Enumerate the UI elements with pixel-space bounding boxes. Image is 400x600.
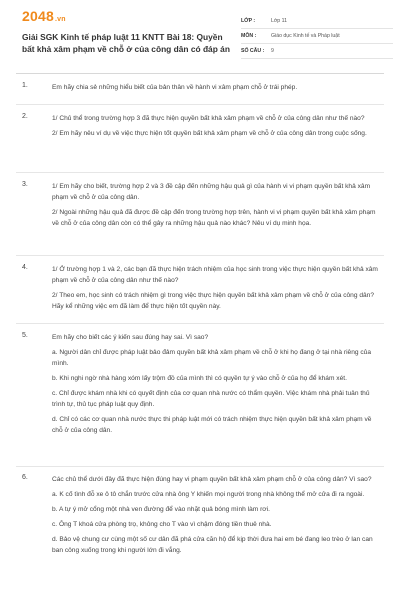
meta-row-subject xyxy=(241,29,393,44)
question-body xyxy=(52,181,380,233)
question-number: 1. xyxy=(22,82,28,89)
question-body xyxy=(52,82,380,97)
document-header xyxy=(16,0,384,74)
divider xyxy=(16,255,384,256)
question-text: Em hãy chia sẻ những hiểu biết của bản thân về hành vi xâm phạm chỗ ở trái phép. xyxy=(52,84,298,91)
question-part: 2/ Ngoài những hậu quả đã được đề cập đến trong trường hợp trên, hành vi vi phạm quyền bất khả xâm phạm về chỗ ở của công dân còn có thể gây ra những hậu quả nào khác? Nêu ví dụ minh họa. xyxy=(52,209,376,227)
meta-label: LỚP : xyxy=(241,18,256,24)
divider xyxy=(16,104,384,105)
question-part: 1/ Em hãy cho biết, trường hợp 2 và 3 đề cập đến những hậu quả gì của hành vi vi phạm quyền bất khả xâm phạm về chỗ ở của công dân. xyxy=(52,183,371,201)
question-body xyxy=(52,264,380,316)
answer-option-b: b. Khi nghi ngờ nhà hàng xóm lấy trộm đồ của mình thì có quyền tự ý vào chỗ ở của họ để khám xét. xyxy=(52,375,347,382)
question-body xyxy=(52,332,380,440)
question-part: 1/ Chủ thể trong trường hợp 3 đã thực hiện quyền bất khả xâm phạm về chỗ ở của công dân như thế nào? xyxy=(52,115,365,122)
answer-option-c: c. Chỉ được khám nhà khi có quyết định của cơ quan nhà nước có thẩm quyền. Việc khám nhà phải tuân thủ trình tự, thủ tục pháp luật quy định. xyxy=(52,390,370,408)
meta-value: Giáo dục Kinh tế và Pháp luật xyxy=(271,33,340,39)
question-text: Các chủ thể dưới đây đã thực hiện đúng hay vi phạm quyền bất khả xâm phạm chỗ ở của công dân? Vì sao? xyxy=(52,476,372,483)
divider xyxy=(16,466,384,467)
site-logo[interactable] xyxy=(22,8,66,24)
question-part: 1/ Ở trường hợp 1 và 2, các bạn đã thực hiện trách nhiệm của học sinh trong việc thực hiện quyền bất khả xâm phạm về chỗ ở của công dân như thế nào? xyxy=(52,266,378,284)
meta-row-count xyxy=(241,44,393,59)
meta-label: SỐ CÂU : xyxy=(241,48,265,54)
question-body xyxy=(52,113,380,143)
meta-row-class xyxy=(241,14,393,29)
answer-option-d: d. Bảo vệ chung cư cùng một số cư dân đã phá cửa căn hộ để kịp thời đưa hai em bé đang leo trèo ở lan can ban công xuống trong khi người lớn đi vắng. xyxy=(52,536,373,554)
question-text: Em hãy cho biết các ý kiến sau đúng hay sai. Vì sao? xyxy=(52,334,209,341)
answer-option-a: a. Người dân chỉ được pháp luật bảo đảm quyền bất khả xâm phạm về chỗ ở khi họ đang ở tại nhà riêng của mình. xyxy=(52,349,372,367)
divider xyxy=(16,323,384,324)
question-number: 2. xyxy=(22,113,28,120)
page-title: Giải SGK Kinh tế pháp luật 11 KNTT Bài 18: Quyền bất khả xâm phạm về chỗ ở của công dân có đáp án xyxy=(22,32,230,54)
answer-option-d: d. Chỉ có các cơ quan nhà nước thực thi pháp luật mới có trách nhiệm thực hiện quyền bất khả xâm phạm về chỗ ở của công dân. xyxy=(52,416,372,434)
question-part: 2/ Theo em, học sinh có trách nhiệm gì trong việc thực hiện quyền bất khả xâm phạm về chỗ ở của công dân? Hãy kể những việc em đã làm để thực hiện tốt quyền này. xyxy=(52,292,375,310)
answer-option-b: b. A tự ý mở cổng một nhà ven đường để vào nhặt quả bóng mình làm rơi. xyxy=(52,506,270,513)
meta-value: Lớp 11 xyxy=(271,18,287,24)
question-number: 5. xyxy=(22,332,28,339)
meta-value: 9 xyxy=(271,48,274,54)
question-number: 6. xyxy=(22,474,28,481)
divider xyxy=(16,172,384,173)
logo-main: 2048 xyxy=(22,8,54,24)
logo-suffix: .vn xyxy=(54,16,66,23)
answer-option-c: c. Ông T khoá cửa phòng trọ, không cho T vào vì chậm đóng tiền thuê nhà. xyxy=(52,521,272,528)
question-number: 3. xyxy=(22,181,28,188)
question-body xyxy=(52,474,380,560)
meta-label: MÔN : xyxy=(241,33,257,39)
question-number: 4. xyxy=(22,264,28,271)
meta-table xyxy=(241,14,393,59)
answer-option-a: a. K cố tình đỗ xe ô tô chắn trước cửa nhà ông Y khiến mọi người trong nhà không thể mở cửa đi ra ngoài. xyxy=(52,491,365,498)
question-part: 2/ Em hãy nêu ví dụ về việc thực hiện tốt quyền bất khả xâm phạm về chỗ ở của công dân trong cuộc sống. xyxy=(52,130,367,137)
